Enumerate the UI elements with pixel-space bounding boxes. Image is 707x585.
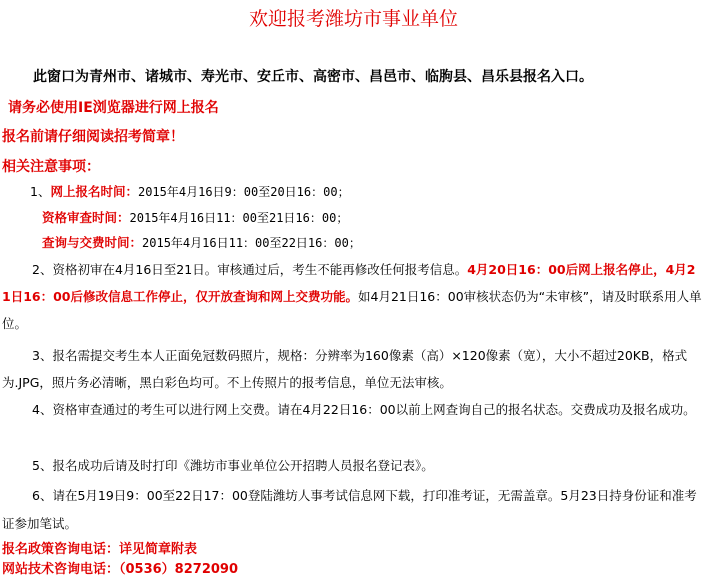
payment-time-label: 查询与交费时间： [42,235,143,250]
item-2-deadline: 4月20日16：00后网上报名停止，4月21日16：00后修改信息工作停止，仅开放查询和网上交费功能。 [2,262,696,304]
entry-intro: 此窗口为青州市、诸城市、寿光市、安丘市、高密市、昌邑市、临朐县、昌乐县报名入口。 [33,69,593,85]
item-3-photo-requirements: 3、报名需提交考生本人正面免冠数码照片，规格：分辨率为160像素（高）×120像素（宽），大小不超过20KB，格式为.JPG，照片务必清晰，黑白彩色均可。不上传照片的报考信息，单位无法审核。 [2,348,688,390]
tech-hotline: 网站技术咨询电话：（0536）8272090 [2,562,238,577]
item-2-text-a: 2、资格初审在4月16日至21日。审核通过后，考生不能再修改任何报考信息。 [32,262,468,277]
item-2-text-b: 如4月21日16：00审核状态仍为“未审核”，请及时联系用人单位。 [2,289,702,331]
page-title: 欢迎报考潍坊市事业单位 [248,8,458,30]
review-time-value: 2015年4月16日11：00至21日16：00； [129,211,349,225]
item-5-print-form: 5、报名成功后请及时打印《潍坊市事业单位公开招聘人员报名登记表》。 [32,458,434,473]
policy-hotline: 报名政策咨询电话：详见简章附表 [2,542,198,557]
item-1-payment [42,230,361,256]
item-1-number: 1、 [30,184,51,199]
item-1-registration [30,179,350,205]
notes-heading: 相关注意事项： [2,159,100,175]
item-1-review [42,205,348,231]
item-6-admission-ticket: 6、请在5月19日9：00至22日17：00登陆潍坊人事考试信息网下载，打印准考证，无需盖章。5月23日持身份证和准考证参加笔试。 [2,488,697,531]
item-4-payment-notice: 4、资格审查通过的考生可以进行网上交费。请在4月22日16：00以前上网查询自己的报名状态。交费成功及报名成功。 [32,402,696,417]
payment-time-value: 2015年4月16日11：00至22日16：00； [142,236,361,250]
item-2-review-notice [2,256,702,337]
ie-browser-notice: 请务必使用IE浏览器进行网上报名 [8,100,219,116]
read-brochure-notice: 报名前请仔细阅读招考简章！ [2,129,184,145]
registration-time-label: 网上报名时间： [50,184,138,199]
registration-time-value: 2015年4月16日9：00至20日16：00； [137,185,350,199]
review-time-label: 资格审查时间： [42,210,130,225]
